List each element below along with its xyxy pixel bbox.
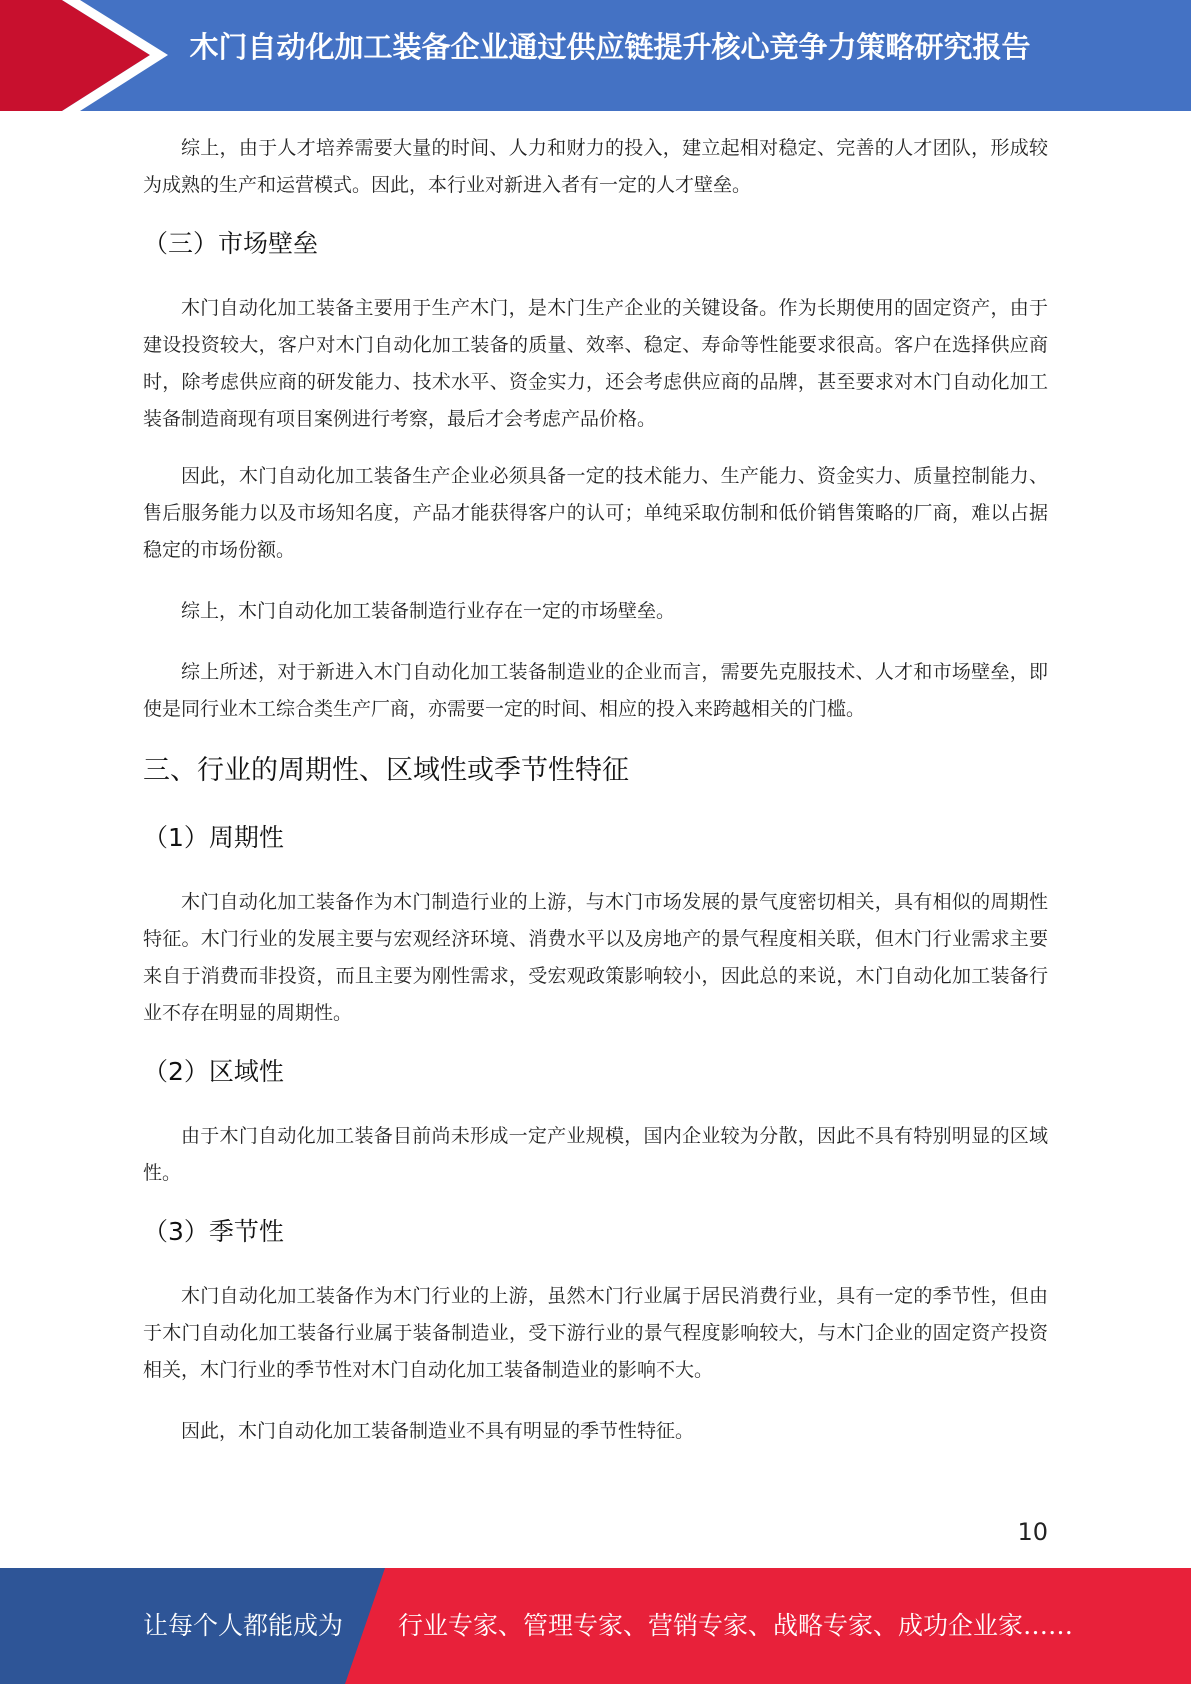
paragraph-talent-barrier-summary: 综上，由于人才培养需要大量的时间、人力和财力的投入，建立起相对稳定、完善的人才团队，形成较为成熟的生产和运营模式。因此，本行业对新进入者有一定的人才壁垒。 xyxy=(143,137,1048,196)
heading-market-barrier: （三）市场壁垒 xyxy=(143,229,319,258)
paragraph-seasonality-summary: 因此，木门自动化加工装备制造业不具有明显的季节性特征。 xyxy=(181,1420,695,1442)
page-footer xyxy=(0,1568,1191,1684)
footer-slogan-left: 让每个人都能成为 xyxy=(143,1611,344,1640)
paragraph-market-barrier-1: 木门自动化加工装备主要用于生产木门，是木门生产企业的关键设备。作为长期使用的固定资产，由于建设投资较大，客户对木门自动化加工装备的质量、效率、稳定、寿命等性能要求很高。客户在选择供应商时，除考虑供应商的研发能力、技术水平、资金实力，还会考虑供应商的品牌，甚至要求对木门自动化加工装备制造商现有项目案例进行考察，最后才会考虑产品价格。 xyxy=(143,297,1048,430)
heading-section-three: 三、行业的周期性、区域性或季节性特征 xyxy=(143,755,629,786)
report-title: 木门自动化加工装备企业通过供应链提升核心竞争力策略研究报告 xyxy=(189,30,1031,64)
page-number: 10 xyxy=(1017,1518,1048,1546)
document-body xyxy=(143,130,1048,1450)
paragraph-regionality: 由于木门自动化加工装备目前尚未形成一定产业规模，国内企业较为分散，因此不具有特别明显的区域性。 xyxy=(143,1125,1048,1184)
paragraph-barriers-conclusion: 综上所述，对于新进入木门自动化加工装备制造业的企业而言，需要先克服技术、人才和市场壁垒，即使是同行业木工综合类生产厂商，亦需要一定的时间、相应的投入来跨越相关的门槛。 xyxy=(143,661,1048,720)
paragraph-seasonality: 木门自动化加工装备作为木门行业的上游，虽然木门行业属于居民消费行业，具有一定的季节性，但由于木门自动化加工装备行业属于装备制造业，受下游行业的景气程度影响较大，与木门企业的固定资产投资相关，木门行业的季节性对木门自动化加工装备制造业的影响不大。 xyxy=(143,1285,1048,1381)
paragraph-cyclicality: 木门自动化加工装备作为木门制造行业的上游，与木门市场发展的景气度密切相关，具有相似的周期性特征。木门行业的发展主要与宏观经济环境、消费水平以及房地产的景气程度相关联，但木门行业需求主要来自于消费而非投资，而且主要为刚性需求，受宏观政策影响较小，因此总的来说，木门自动化加工装备行业不存在明显的周期性。 xyxy=(143,891,1048,1024)
heading-seasonality: （3）季节性 xyxy=(143,1217,284,1246)
page-header xyxy=(0,0,1191,111)
footer-slogan-right: 行业专家、管理专家、营销专家、战略专家、成功企业家…… xyxy=(398,1611,1074,1640)
paragraph-market-barrier-2: 因此，木门自动化加工装备生产企业必须具备一定的技术能力、生产能力、资金实力、质量控制能力、售后服务能力以及市场知名度，产品才能获得客户的认可；单纯采取仿制和低价销售策略的厂商，难以占据稳定的市场份额。 xyxy=(143,465,1048,561)
heading-regionality: （2）区域性 xyxy=(143,1057,284,1086)
heading-cyclicality: （1）周期性 xyxy=(143,823,284,852)
paragraph-market-barrier-summary: 综上，木门自动化加工装备制造行业存在一定的市场壁垒。 xyxy=(181,600,676,622)
